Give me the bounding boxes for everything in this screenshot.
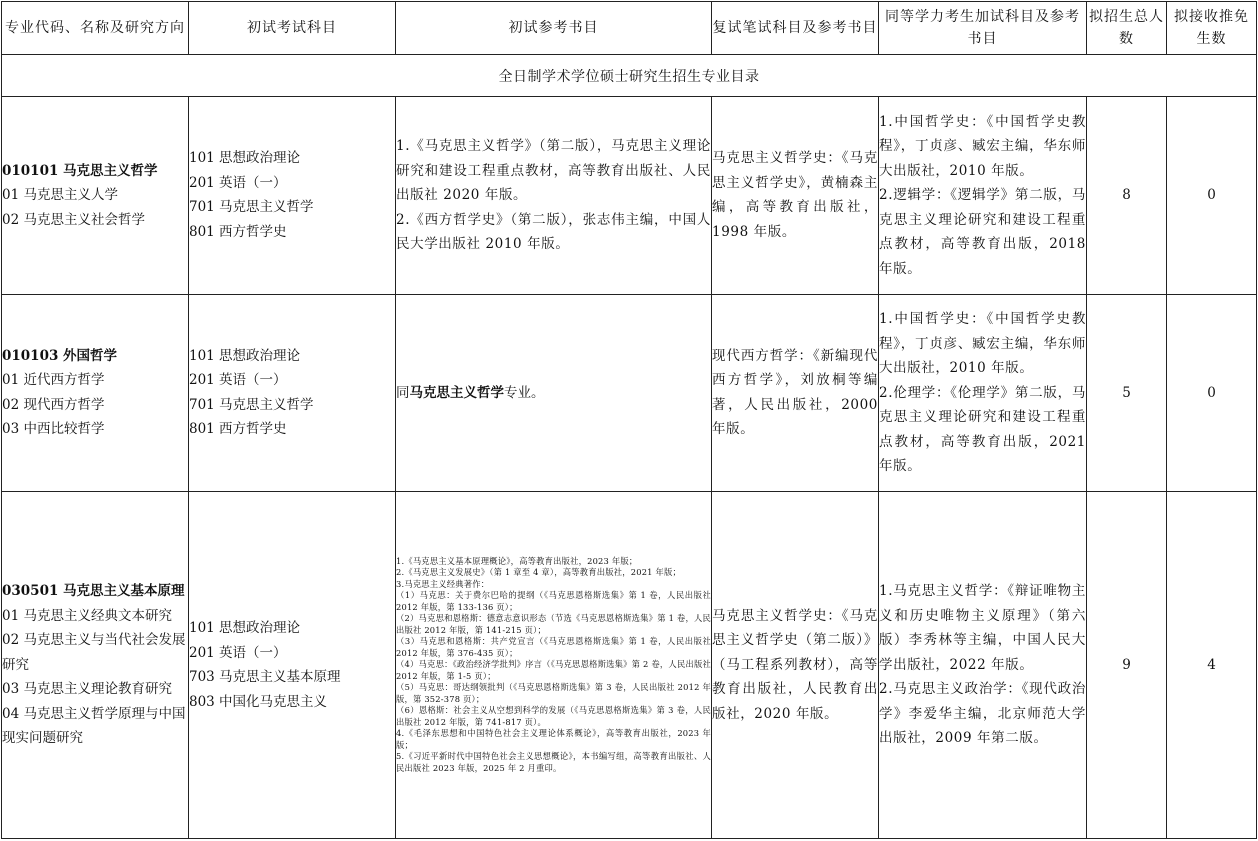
exempt-students-value: 0 [1167, 97, 1257, 294]
header-exempt-students: 拟接收推免生数 [1167, 2, 1257, 55]
exempt-students-value: 0 [1167, 294, 1257, 491]
same-as-prefix: 同 [396, 384, 410, 401]
retest-cell: 马克思主义哲学史：《马克思主义哲学史》，黄楠森主编，高等教育出版社，1998 年版。 [712, 97, 879, 294]
direction-item: 02 马克思主义社会哲学 [2, 211, 145, 228]
reference-item: （3）马克思和恩格斯：共产党宣言（《马克思恩格斯选集》第 1 卷，人民出版社 2012 年版，第 376-435 页）； [396, 636, 711, 658]
reference-item: 2.《马克思主义发展史》（第 1 章至 4 章），高等教育出版社，2021 年版； [396, 567, 681, 578]
reference-item: 3.马克思主义经典著作： [396, 578, 490, 589]
major-cell [2, 294, 189, 491]
reference-item: （2）马克思和恩格斯：德意志意识形态（节选《马克思恩格斯选集》第 1 卷，人民出版社 2012 年版，第 141-215 页）； [396, 613, 711, 635]
exam-item: 201 英语（一） [189, 644, 287, 661]
reference-books-cell [396, 97, 712, 294]
extra-item: 2.马克思主义政治学：《现代政治学》李爱华主编，北京师范大学出版社，2009 年第二版。 [879, 681, 1086, 747]
table-row [2, 492, 1257, 839]
exam-item: 801 西方哲学史 [189, 223, 287, 240]
retest-cell: 现代西方哲学：《新编现代西方哲学》，刘放桐等编著，人民出版社，2000 年版。 [712, 294, 879, 491]
header-reference-books: 初试参考书目 [396, 2, 712, 55]
direction-item: 01 马克思主义人学 [2, 187, 118, 204]
exam-item: 703 马克思主义基本原理 [189, 669, 341, 686]
reference-item: 1.《马克思主义哲学》（第二版），马克思主义理论研究和建设工程重点教材，高等教育出版社、人民出版社 2020 年版。 [396, 138, 711, 204]
header-retest: 复试笔试科目及参考书目 [712, 2, 879, 55]
extra-item: 2.伦理学：《伦理学》第二版，马克思主义理论研究和建设工程重点教材，高等教育出版，2021 年版。 [879, 384, 1086, 475]
major-name: 010103 外国哲学 [2, 347, 118, 364]
major-cell [2, 97, 189, 294]
header-major: 专业代码、名称及研究方向 [2, 2, 189, 55]
direction-item: 03 中西比较哲学 [2, 421, 105, 438]
exam-item: 803 中国化马克思主义 [189, 693, 328, 710]
section-title: 全日制学术学位硕士研究生招生专业目录 [2, 55, 1257, 97]
header-extra-exam: 同等学力考生加试科目及参考书目 [879, 2, 1087, 55]
direction-item: 03 马克思主义理论教育研究 [2, 681, 172, 698]
reference-item: 2.《西方哲学史》（第二版），张志伟主编，中国人民大学出版社 2010 年版。 [396, 211, 711, 253]
exam-item: 801 西方哲学史 [189, 421, 287, 438]
admission-catalog-table [1, 1, 1257, 839]
section-row [2, 55, 1257, 97]
reference-item: （1）马克思：关于费尔巴哈的提纲（《马克思恩格斯选集》第 1 卷，人民出版社 2012 年版，第 133-136 页）； [396, 590, 711, 612]
exam-item: 701 马克思主义哲学 [189, 199, 314, 216]
major-name: 030501 马克思主义基本原理 [2, 583, 185, 600]
exam-subjects-cell [189, 294, 396, 491]
reference-item: 1.《马克思主义基本原理概论》，高等教育出版社，2023 年版； [396, 555, 638, 566]
header-row [2, 2, 1257, 55]
extra-item: 1.中国哲学史：《中国哲学史教程》，丁贞彦、臧宏主编，华东师大出版社，2010 年版。 [879, 113, 1086, 179]
reference-item: （6）恩格斯：社会主义从空想到科学的发展（《马克思恩格斯选集》第 3 卷，人民出版社 2012 年版，第 741-817 页）。 [396, 705, 711, 727]
direction-item: 04 马克思主义哲学原理与中国现实问题研究 [2, 705, 186, 747]
extra-item: 1.中国哲学史：《中国哲学史教程》，丁贞彦、臧宏主编，华东师大出版社，2010 年版。 [879, 311, 1086, 377]
extra-exam-cell [879, 97, 1087, 294]
exam-item: 101 思想政治理论 [189, 620, 301, 637]
major-name: 010101 马克思主义哲学 [2, 162, 158, 179]
reference-books-cell [396, 492, 712, 839]
exam-item: 201 英语（一） [189, 372, 287, 389]
exam-subjects-cell [189, 492, 396, 839]
header-total-enrollment: 拟招生总人数 [1087, 2, 1167, 55]
reference-books-cell [396, 294, 712, 491]
extra-exam-cell [879, 294, 1087, 491]
total-enrollment-value: 9 [1087, 492, 1167, 839]
extra-item: 1.马克思主义哲学：《辩证唯物主义和历史唯物主义原理》（第六版）李秀林等主编，中国人民大学出版社，2022 年版。 [879, 583, 1086, 673]
exempt-students-value: 4 [1167, 492, 1257, 839]
direction-item: 02 马克思主义与当代社会发展研究 [2, 632, 186, 673]
direction-item: 01 马克思主义经典文本研究 [2, 607, 172, 624]
extra-item: 2.逻辑学：《逻辑学》第二版，马克思主义理论研究和建设工程重点教材，高等教育出版，2018 年版。 [879, 187, 1086, 277]
same-as-major: 马克思主义哲学 [409, 384, 504, 401]
table-row [2, 294, 1257, 491]
exam-item: 101 思想政治理论 [189, 150, 301, 167]
reference-item: 5.《习近平新时代中国特色社会主义思想概论》，本书编写组，高等教育出版社、人民出版社 2023 年版，2025 年 2 月重印。 [396, 751, 711, 773]
direction-item: 01 近代西方哲学 [2, 372, 105, 389]
total-enrollment-value: 8 [1087, 97, 1167, 294]
retest-cell: 马克思主义哲学史：《马克思主义哲学史（第二版）》（马工程系列教材），高等教育出版社，人民教育出版社，2020 年版。 [712, 492, 879, 839]
exam-subjects-cell [189, 97, 396, 294]
major-cell [2, 492, 189, 839]
exam-item: 201 英语（一） [189, 174, 287, 191]
reference-item: 4.《毛泽东思想和中国特色社会主义理论体系概论》，高等教育出版社，2023 年版； [396, 728, 711, 750]
exam-item: 101 思想政治理论 [189, 347, 301, 364]
reference-item: （5）马克思：哥达纲领批判（《马克思恩格斯选集》第 3 卷，人民出版社 2012 年版，第 352-378 页）； [396, 682, 711, 704]
exam-item: 701 马克思主义哲学 [189, 396, 314, 413]
table-row [2, 97, 1257, 294]
extra-exam-cell [879, 492, 1087, 839]
same-as-suffix: 专业。 [504, 384, 545, 401]
direction-item: 02 现代西方哲学 [2, 396, 105, 413]
total-enrollment-value: 5 [1087, 294, 1167, 491]
header-exam-subjects: 初试考试科目 [189, 2, 396, 55]
reference-item: （4）马克思：《政治经济学批判》序言（《马克思恩格斯选集》第 2 卷，人民出版社 2012 年版，第 1-5 页）； [396, 659, 711, 681]
